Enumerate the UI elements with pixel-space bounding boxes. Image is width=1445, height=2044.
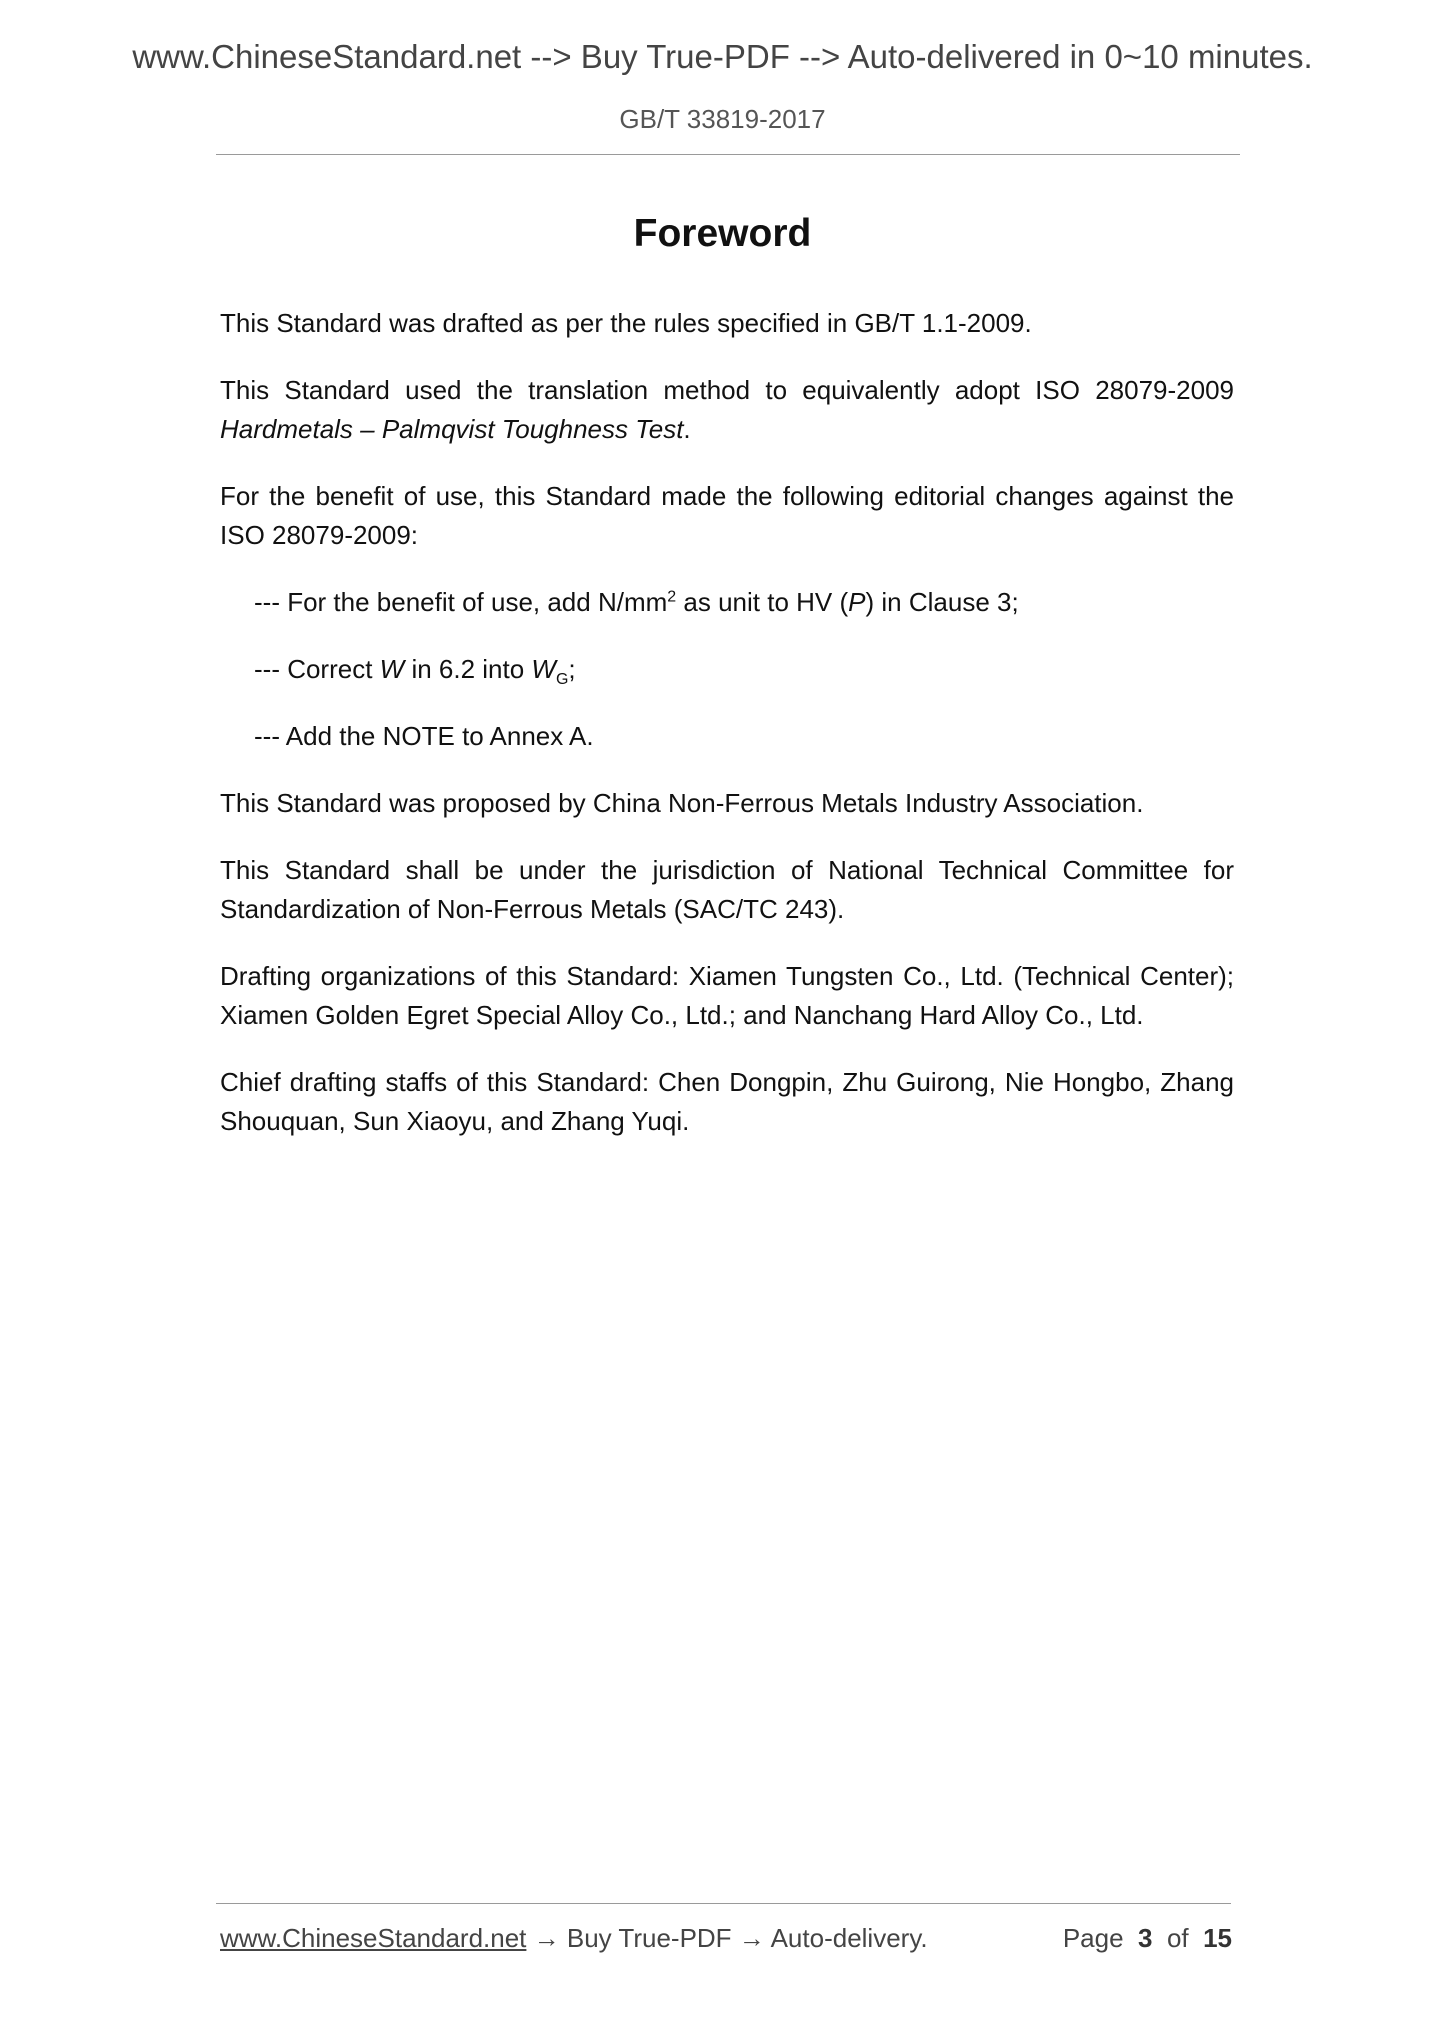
list-item-correct-w (220, 650, 1234, 689)
paragraph-proposed-by: This Standard was proposed by China Non-Ferrous Metals Industry Association. (220, 788, 1144, 818)
of-label: of (1166, 1923, 1189, 1953)
footer-delivery-text: Auto-delivery. (770, 1923, 928, 1953)
footer-site-link[interactable]: www.ChineseStandard.net (220, 1923, 527, 1953)
list-item-unit-change (220, 583, 1234, 622)
list-item-add-note: --- Add the NOTE to Annex A. (254, 721, 594, 751)
document-code: GB/T 33819-2017 (619, 104, 826, 134)
paragraph-drafting-rules: This Standard was drafted as per the rules specified in GB/T 1.1-2009. (220, 308, 1032, 338)
item-text: ; (568, 654, 576, 684)
item-text: --- Correct (254, 654, 380, 684)
iso-title: Hardmetals – Palmqvist Toughness Test (220, 414, 684, 444)
paragraph-drafting-organizations: Drafting organizations of this Standard: Xiamen Tungsten Co., Ltd. (Technical Center); Xiamen Golden Egret Special Alloy Co., Ltd.; and Nanchang Hard Alloy Co., Ltd. (220, 961, 1234, 1030)
footer-buy-text: Buy True-PDF (566, 1923, 732, 1953)
item-text: ) in Clause 3; (865, 587, 1019, 617)
page-label: Page (1062, 1923, 1124, 1953)
superscript: 2 (667, 588, 677, 606)
foreword-content (220, 304, 1234, 1169)
arrow-icon: → (731, 1923, 771, 1953)
paragraph-jurisdiction: This Standard shall be under the jurisdiction of National Technical Committee for Standardization of Non-Ferrous Metals (SAC/TC 243). (220, 855, 1234, 924)
item-text: in 6.2 into (404, 654, 532, 684)
italic-symbol: P (848, 587, 866, 617)
total-pages: 15 (1203, 1923, 1232, 1953)
item-text: as unit to HV ( (676, 587, 849, 617)
header-divider (216, 154, 1240, 155)
item-text: --- For the benefit of use, add N/mm (254, 587, 668, 617)
page-title: Foreword (633, 212, 812, 255)
footer-links (220, 1923, 928, 1954)
italic-symbol: W (379, 654, 405, 684)
period: . (683, 414, 691, 444)
translation-text: This Standard used the translation method to equivalently adopt ISO 28079-2009 (220, 375, 1234, 405)
subscript: G (555, 671, 569, 689)
top-banner: www.ChineseStandard.net --> Buy True-PDF --> Auto-delivered in 0~10 minutes. (132, 38, 1313, 75)
paragraph-translation-method (220, 371, 1234, 449)
paragraph-drafting-staff: Chief drafting staffs of this Standard: Chen Dongpin, Zhu Guirong, Nie Hongbo, Zhang Shouquan, Sun Xiaoyu, and Zhang Yuqi. (220, 1067, 1234, 1136)
page-number (1063, 1923, 1232, 1954)
italic-symbol: W (531, 654, 556, 684)
paragraph-editorial-changes: For the benefit of use, this Standard made the following editorial changes against the ISO 28079-2009: (220, 481, 1234, 550)
current-page: 3 (1138, 1923, 1153, 1953)
arrow-icon: → (526, 1923, 567, 1953)
footer-divider (216, 1903, 1231, 1904)
